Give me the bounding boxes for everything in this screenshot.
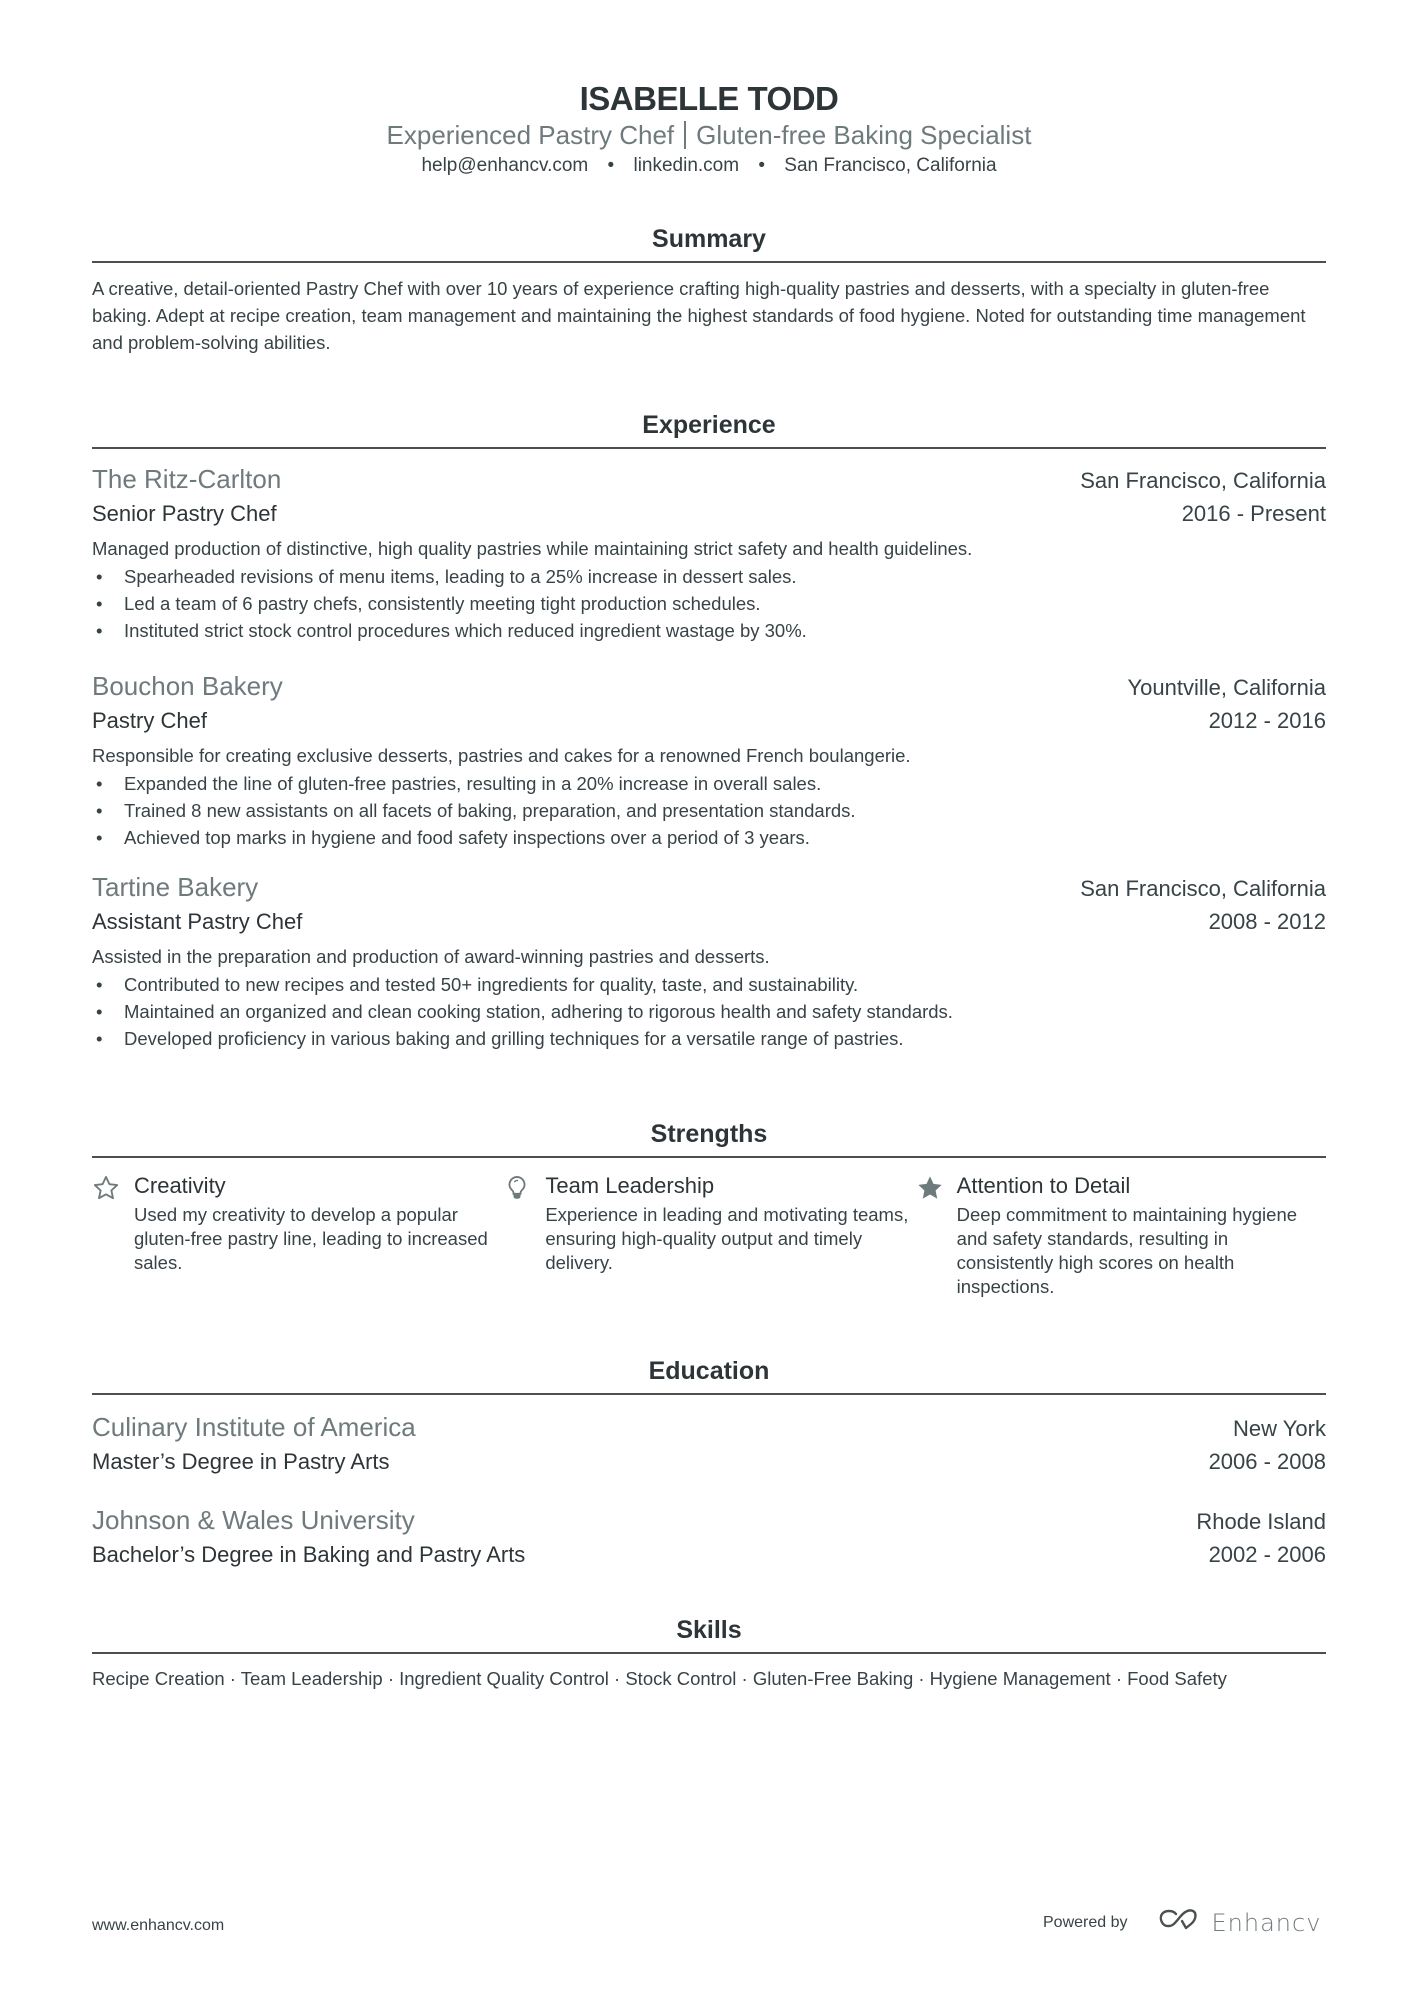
job-company: The Ritz-Carlton bbox=[92, 464, 282, 494]
star-outline-icon bbox=[92, 1170, 134, 1299]
education-entry bbox=[92, 1409, 1326, 1479]
education-degree-row bbox=[92, 1445, 1326, 1479]
job-header-row bbox=[92, 668, 1326, 704]
strength-body bbox=[134, 1170, 503, 1299]
education-degree: Master’s Degree in Pastry Arts bbox=[92, 1449, 390, 1474]
section-title-experience: Experience bbox=[92, 409, 1326, 449]
skills-section bbox=[92, 1614, 1326, 1694]
job-entry bbox=[92, 668, 1326, 851]
job-bullet: • Led a team of 6 pastry chefs, consistently meeting tight production schedules. bbox=[92, 590, 1326, 617]
experience-section bbox=[92, 409, 1326, 1052]
contact-email[interactable]: help@enhancv.com bbox=[421, 155, 589, 176]
education-header-row bbox=[92, 1502, 1326, 1538]
job-description: Assisted in the preparation and production of award-winning pastries and desserts. bbox=[92, 946, 770, 967]
summary-text: A creative, detail-oriented Pastry Chef with over 10 years of experience crafting high-quality pastries and desserts, with a specialty in gluten-free baking. Adept at recipe creation, team management and maintaining the highest standards of food hygiene. Noted for outstanding time management and problem-solving abilities. bbox=[92, 278, 1306, 353]
job-entry bbox=[92, 461, 1326, 644]
job-bullets bbox=[92, 770, 1326, 851]
contact-separator: • bbox=[758, 155, 766, 176]
brand-name: Enhancv bbox=[1211, 1908, 1322, 1937]
job-role: Assistant Pastry Chef bbox=[92, 909, 303, 934]
job-bullets bbox=[92, 971, 1326, 1052]
job-bullet: • Developed proficiency in various baking and grilling techniques for a versatile range of pastries. bbox=[92, 1025, 1326, 1052]
headline-primary: Experienced Pastry Chef bbox=[386, 120, 675, 150]
education-degree: Bachelor’s Degree in Baking and Pastry Arts bbox=[92, 1542, 526, 1567]
star-filled-icon bbox=[915, 1170, 957, 1299]
resume-header bbox=[92, 0, 1326, 179]
contact-location: San Francisco, California bbox=[784, 155, 997, 176]
powered-by[interactable] bbox=[1043, 1907, 1321, 1938]
job-role-row bbox=[92, 704, 1326, 738]
job-bullet: • Trained 8 new assistants on all facets of baking, preparation, and presentation standards. bbox=[92, 797, 1326, 824]
headline bbox=[92, 118, 1326, 152]
education-school: Culinary Institute of America bbox=[92, 1412, 416, 1442]
job-role: Pastry Chef bbox=[92, 708, 207, 733]
strengths-grid bbox=[92, 1170, 1326, 1299]
lightbulb-icon bbox=[503, 1170, 545, 1299]
education-header-row bbox=[92, 1409, 1326, 1445]
job-location: San Francisco, California bbox=[1080, 468, 1326, 493]
job-description: Responsible for creating exclusive desserts, pastries and cakes for a renowned French boulangerie. bbox=[92, 745, 911, 766]
strength-body bbox=[545, 1170, 914, 1299]
job-header-row bbox=[92, 461, 1326, 497]
job-role-row bbox=[92, 497, 1326, 531]
education-degree-row bbox=[92, 1538, 1326, 1572]
strength-body bbox=[957, 1170, 1326, 1299]
contact-linkedin[interactable]: linkedin.com bbox=[633, 155, 740, 176]
contact-line bbox=[92, 153, 1326, 179]
section-title-skills: Skills bbox=[92, 1614, 1326, 1654]
job-company: Tartine Bakery bbox=[92, 872, 259, 902]
job-bullet: • Instituted strict stock control procedures which reduced ingredient wastage by 30%. bbox=[92, 617, 1326, 644]
summary-section bbox=[92, 223, 1326, 356]
education-location: Rhode Island bbox=[1196, 1509, 1326, 1534]
section-title-strengths: Strengths bbox=[92, 1118, 1326, 1158]
strength-description: Experience in leading and motivating teams, ensuring high-quality output and timely delivery. bbox=[545, 1204, 909, 1273]
job-bullet: • Maintained an organized and clean cooking station, adhering to rigorous health and safety standards. bbox=[92, 998, 1326, 1025]
headline-secondary: Gluten-free Baking Specialist bbox=[696, 120, 1032, 150]
education-location: New York bbox=[1233, 1416, 1326, 1441]
strength-description: Deep commitment to maintaining hygiene and safety standards, resulting in consistently high scores on health inspections. bbox=[956, 1204, 1298, 1297]
job-dates: 2016 - Present bbox=[1181, 501, 1326, 526]
strength-item bbox=[503, 1170, 914, 1299]
education-dates: 2006 - 2008 bbox=[1208, 1449, 1326, 1474]
strength-item bbox=[92, 1170, 503, 1299]
job-header-row bbox=[92, 869, 1326, 905]
job-bullet: • Spearheaded revisions of menu items, leading to a 25% increase in dessert sales. bbox=[92, 563, 1326, 590]
resume-page bbox=[92, 0, 1326, 1689]
strengths-section bbox=[92, 1118, 1326, 1299]
job-dates: 2012 - 2016 bbox=[1208, 708, 1326, 733]
candidate-name: ISABELLE TODD bbox=[579, 80, 839, 117]
strength-item bbox=[915, 1170, 1326, 1299]
education-school: Johnson & Wales University bbox=[92, 1505, 415, 1535]
footer-url[interactable]: www.enhancv.com bbox=[92, 1917, 225, 1934]
job-role: Senior Pastry Chef bbox=[92, 501, 277, 526]
job-bullet: • Achieved top marks in hygiene and food safety inspections over a period of 3 years. bbox=[92, 824, 1326, 851]
job-bullets bbox=[92, 563, 1326, 644]
job-location: San Francisco, California bbox=[1080, 876, 1326, 901]
job-dates: 2008 - 2012 bbox=[1208, 909, 1326, 934]
job-bullet: • Contributed to new recipes and tested 50+ ingredients for quality, taste, and sustainability. bbox=[92, 971, 1326, 998]
education-dates: 2002 - 2006 bbox=[1208, 1542, 1326, 1567]
job-company: Bouchon Bakery bbox=[92, 671, 283, 701]
strength-description: Used my creativity to develop a popular gluten-free pastry line, leading to increased sales. bbox=[134, 1204, 488, 1273]
strength-title: Creativity bbox=[134, 1173, 226, 1198]
education-entry bbox=[92, 1502, 1326, 1572]
enhancv-logo-icon bbox=[1156, 1907, 1204, 1938]
section-title-education: Education bbox=[92, 1355, 1326, 1395]
powered-by-label: Powered by bbox=[1043, 1913, 1128, 1931]
section-title-summary: Summary bbox=[92, 223, 1326, 263]
education-section bbox=[92, 1355, 1326, 1572]
skills-list: Recipe Creation · Team Leadership · Ingredient Quality Control · Stock Control · Gluten-Free Baking · Hygiene Management · Food Safety bbox=[92, 1668, 1227, 1689]
headline-divider bbox=[684, 121, 686, 149]
job-role-row bbox=[92, 905, 1326, 939]
job-entry bbox=[92, 869, 1326, 1052]
strength-title: Team Leadership bbox=[545, 1173, 715, 1198]
job-bullet: • Expanded the line of gluten-free pastries, resulting in a 20% increase in overall sales. bbox=[92, 770, 1326, 797]
job-location: Yountville, California bbox=[1127, 675, 1326, 700]
strength-title: Attention to Detail bbox=[956, 1173, 1131, 1198]
contact-separator: • bbox=[607, 155, 615, 176]
job-description: Managed production of distinctive, high quality pastries while maintaining strict safety and health guidelines. bbox=[92, 538, 973, 559]
